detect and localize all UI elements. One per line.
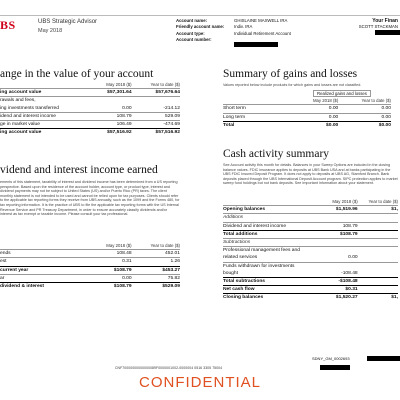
statement-title: UBS Strategic Advisor [38,19,98,25]
table-row: bought -108.48 [223,270,358,276]
table-row: Net cash flow $0.31 [223,286,398,294]
advisor-name: SCOTT STACKMAN [358,24,398,30]
account-type-value: Individual Retirement Account [234,30,291,36]
table-row: current year $108.79 $453.27 [0,267,180,273]
account-name-label: Account name: [176,18,208,23]
header-rule [0,15,400,16]
statement-date: May 2018 [38,28,63,34]
table-row: ing account value $57,516.92 $57,516.92 [0,130,180,136]
table-row: Total subtractions -$108.48 [223,277,398,285]
table-row: Total additions $108.79 [223,230,398,238]
footer-code: CNF70000000000000089F0000001002-0000004 0516 3305 75004 [115,366,223,370]
advisor-info [359,18,398,31]
table-row: ends 108.48 452.01 [0,251,180,257]
table-row: Closing balances $1,520.27 $1, [223,295,398,301]
table-row: ar 0.00 75.82 [0,275,180,281]
table-row: Long term 0.00 0.00 [223,114,391,120]
table-row: Short term 0.00 0.00 [223,106,391,112]
cash-title: Cash activity summary [223,148,330,160]
table-row: Dividend and interest income 108.79 [223,222,398,230]
realized-gains-header: Realized gains and losses [313,90,371,97]
table-row: Professional management fees and [223,247,398,255]
bates-number: SDNY_GM_0002693 [312,356,350,361]
table-row: Funds withdrawn for investments [223,262,398,270]
gains-table: Realized gains and losses May 2018 ($) Year to date ($) Short term 0.00 0.00 Long term 0.00 0.00 Total $0.00 $0.00 [223,91,391,128]
advisor-title: Your Finan [372,18,398,24]
table-row: Opening balances $1,519.96 $1, [223,207,398,213]
table-row: Subtractions [223,238,398,246]
confidential-stamp: CONFIDENTIAL [138,374,261,391]
account-type-label: Account type: [176,30,205,36]
table-row: idend and interest income 108.79 529.09 [0,113,180,119]
gains-note: Values reported below include products for which gains and losses are not classified. [223,83,362,87]
gains-title: Summary of gains and losses [223,68,358,80]
dividend-note: ements of this statement, taxability of interest and dividend income has been determined from a US reporting perspective. Based upon the residence of the account holder, account type, or product type, interest and dividend payments may not be subject to United States (US) and/or Puerto Rico (PR) taxes. The client monthly statement is not intended to be used and cannot be relied upon for tax purposes. Clients should refer to the applicable tax reporting forms they receive from UBS annually, such as the 1099 and the Forms 480, for tax reporting information. It is the practice of UBS to file the applicable tax reporting forms with the US Internal Revenue Service and PR Treasury Department, in order to ensure accurately classify dividends and/or interest as tax exempt or taxable income. Please consult your tax professional. [0,180,180,217]
change-value-title: ange in the value of your account [0,68,154,80]
redaction-footer [320,365,350,370]
table-row: related services 0.00 [223,255,358,261]
table-row: dividend & interest $108.79 $529.09 [0,284,180,290]
redaction-advisor [375,30,400,35]
table-row: ing investments transferred 0.00 -214.12 [0,105,180,111]
friendly-name-label: Friendly account name: [176,24,225,30]
account-name-value: GHISLAINE MAXWELL IRA [234,18,288,23]
cash-table: May 2018 ($) Year to date ($) Opening balances $1,519.96 $1, Additions Dividend and interest income 108.79 Total additions $108.79 Subtractions Professional management fees and related services 0.00 Funds withdrawn for investments bought -108.48 Total subtractions -$108.48 Net cash flow $0.31 Closing balances $1,520.27 $1, [223,199,398,301]
table-row: ge in market value 106.49 -474.69 [0,122,180,128]
account-number-label: Account number: [176,36,212,42]
ubs-logo: BS [0,18,16,32]
table-row: Additions [223,214,398,222]
table-row: rawals and fees, [0,97,180,105]
account-info [176,18,291,43]
dividend-title: vidend and interest income earned [0,164,158,176]
table-row: ing account value $57,301.64 $57,676.64 [0,90,180,96]
table-row: est 0.31 1.26 [0,259,180,265]
redaction-bates [367,356,400,361]
change-value-table: May 2018 ($) Year to date ($) ing account value $57,301.64 $57,676.64 rawals and fees, ing investments transferred 0.00 -214.12 idend and interest income 108.79 529.09 ge in market value 106.49 -474.69 ing account value $57,516.92 $57,516.92 [0,82,180,136]
cash-note: See Account activity this month for details. Balances in your Sweep Options are included in the closing balance values. FDIC insurance applies to deposits at UBS Bank USA and at banks participating in the UBS FDIC Insured Deposit Program. It does not apply to deposits at UBS AG, Stamford Branch. Bank deposits placed through the UBS International Deposit Account program. SIPC protection applies to market sweep fund holdings but not bank deposits. See Important information about your statement. [223,163,398,186]
redaction-account-number [234,42,278,47]
friendly-name-value: Indiv. IRA [234,24,253,30]
dividend-table: May 2018 ($) Year to date ($) ends 108.48 452.01 est 0.31 1.26 current year $108.79 $453.27 ar 0.00 75.82 dividend & interest $108.79 $529.09 [0,243,180,290]
table-row: Total $0.00 $0.00 [223,122,391,128]
